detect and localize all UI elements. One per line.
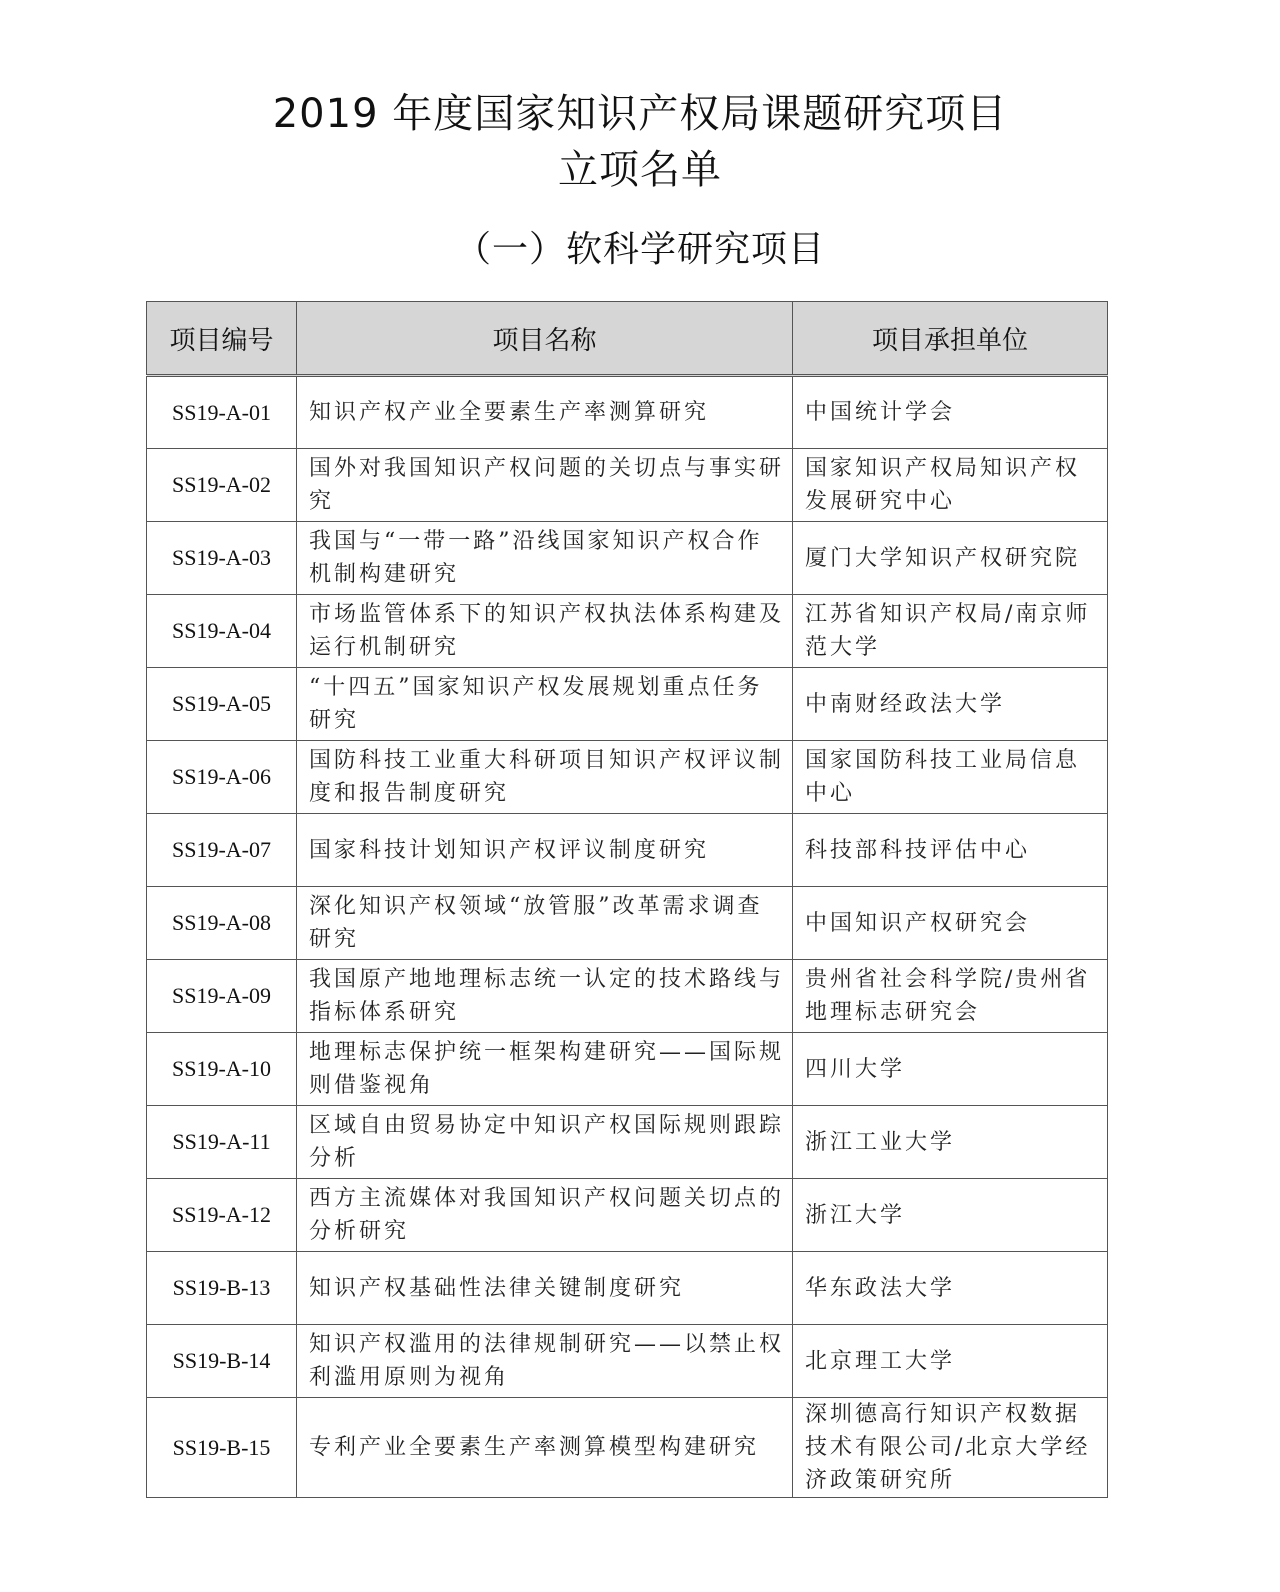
project-unit: 贵州省社会科学院/贵州省地理标志研究会 xyxy=(793,960,1108,1033)
project-code: SS19-A-08 xyxy=(147,887,297,960)
document-title-line1: 2019 年度国家知识产权局课题研究项目 xyxy=(272,91,1008,137)
project-name: 我国原产地地理标志统一认定的技术路线与指标体系研究 xyxy=(297,960,793,1033)
project-unit: 中国知识产权研究会 xyxy=(793,887,1108,960)
project-code: SS19-A-09 xyxy=(147,960,297,1033)
header-project-code: 项目编号 xyxy=(147,302,297,376)
project-code: SS19-A-10 xyxy=(147,1033,297,1106)
table-row xyxy=(147,1398,1108,1498)
project-code: SS19-A-03 xyxy=(147,522,297,595)
project-name: 国外对我国知识产权问题的关切点与事实研究 xyxy=(297,449,793,522)
section-title: （一）软科学研究项目 xyxy=(454,229,825,270)
table-row xyxy=(147,741,1108,814)
project-name: 区域自由贸易协定中知识产权国际规则跟踪分析 xyxy=(297,1106,793,1179)
document-title-line2: 立项名单 xyxy=(558,147,722,193)
project-table xyxy=(146,301,1108,1498)
project-code: SS19-A-02 xyxy=(147,449,297,522)
table-row xyxy=(147,668,1108,741)
project-unit: 国家知识产权局知识产权发展研究中心 xyxy=(793,449,1108,522)
project-unit: 国家国防科技工业局信息中心 xyxy=(793,741,1108,814)
project-code: SS19-A-11 xyxy=(147,1106,297,1179)
table-row xyxy=(147,960,1108,1033)
project-name: “十四五”国家知识产权发展规划重点任务研究 xyxy=(297,668,793,741)
project-unit: 厦门大学知识产权研究院 xyxy=(793,522,1108,595)
project-unit: 科技部科技评估中心 xyxy=(793,814,1108,887)
table-row xyxy=(147,1179,1108,1252)
table-row xyxy=(147,449,1108,522)
project-unit: 中国统计学会 xyxy=(793,376,1108,449)
project-name: 国防科技工业重大科研项目知识产权评议制度和报告制度研究 xyxy=(297,741,793,814)
table-row xyxy=(147,887,1108,960)
project-unit: 浙江工业大学 xyxy=(793,1106,1108,1179)
project-name: 市场监管体系下的知识产权执法体系构建及运行机制研究 xyxy=(297,595,793,668)
project-unit: 四川大学 xyxy=(793,1033,1108,1106)
project-unit: 深圳德高行知识产权数据技术有限公司/北京大学经济政策研究所 xyxy=(793,1398,1108,1498)
table-row xyxy=(147,1106,1108,1179)
table-row xyxy=(147,595,1108,668)
project-unit: 浙江大学 xyxy=(793,1179,1108,1252)
project-name: 专利产业全要素生产率测算模型构建研究 xyxy=(297,1398,793,1498)
project-unit: 华东政法大学 xyxy=(793,1252,1108,1325)
project-name: 地理标志保护统一框架构建研究——国际规则借鉴视角 xyxy=(297,1033,793,1106)
project-name: 知识产权产业全要素生产率测算研究 xyxy=(297,376,793,449)
table-header-row xyxy=(147,302,1108,376)
project-name: 知识产权滥用的法律规制研究——以禁止权利滥用原则为视角 xyxy=(297,1325,793,1398)
project-code: SS19-A-06 xyxy=(147,741,297,814)
project-name: 国家科技计划知识产权评议制度研究 xyxy=(297,814,793,887)
project-code: SS19-A-07 xyxy=(147,814,297,887)
table-row xyxy=(147,376,1108,449)
project-code: SS19-B-15 xyxy=(147,1398,297,1498)
project-code: SS19-B-14 xyxy=(147,1325,297,1398)
project-name: 西方主流媒体对我国知识产权问题关切点的分析研究 xyxy=(297,1179,793,1252)
table-row xyxy=(147,522,1108,595)
project-code: SS19-A-04 xyxy=(147,595,297,668)
header-project-name: 项目名称 xyxy=(297,302,793,376)
project-name: 深化知识产权领域“放管服”改革需求调查研究 xyxy=(297,887,793,960)
project-name: 我国与“一带一路”沿线国家知识产权合作机制构建研究 xyxy=(297,522,793,595)
project-unit: 江苏省知识产权局/南京师范大学 xyxy=(793,595,1108,668)
project-code: SS19-A-05 xyxy=(147,668,297,741)
project-name: 知识产权基础性法律关键制度研究 xyxy=(297,1252,793,1325)
table-row xyxy=(147,1033,1108,1106)
project-code: SS19-A-12 xyxy=(147,1179,297,1252)
table-row xyxy=(147,1325,1108,1398)
project-code: SS19-B-13 xyxy=(147,1252,297,1325)
project-code: SS19-A-01 xyxy=(147,376,297,449)
table-row xyxy=(147,1252,1108,1325)
project-unit: 北京理工大学 xyxy=(793,1325,1108,1398)
project-unit: 中南财经政法大学 xyxy=(793,668,1108,741)
header-project-unit: 项目承担单位 xyxy=(793,302,1108,376)
table-row xyxy=(147,814,1108,887)
